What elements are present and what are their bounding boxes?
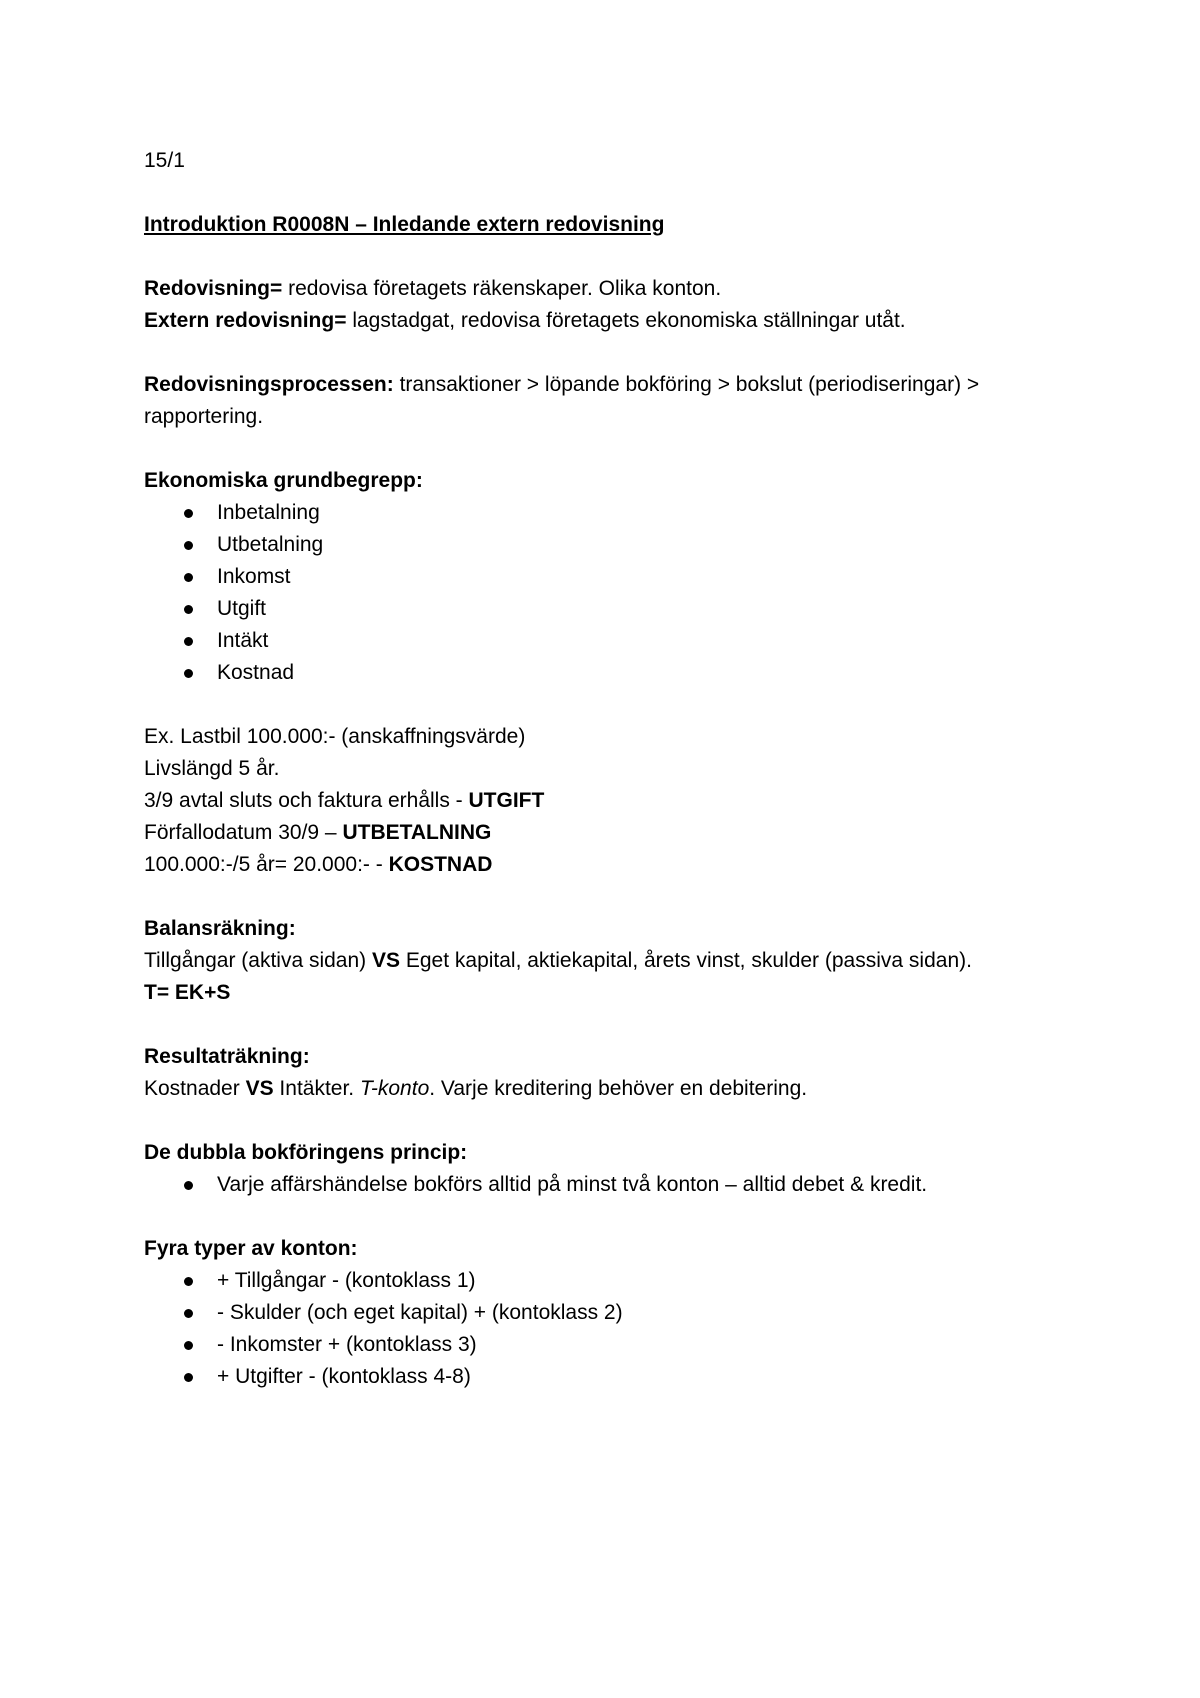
- term-definition: redovisa företagets räkenskaper. Olika konton.: [282, 277, 722, 300]
- balans-text-a: Tillgångar (aktiva sidan): [144, 949, 372, 972]
- balans-text: [144, 945, 1044, 977]
- list-item-text: Utgift: [217, 597, 267, 620]
- example-text: Förfallodatum 30/9 –: [144, 821, 343, 844]
- date-line: 15/1: [144, 149, 185, 172]
- redovisning-definition: [144, 273, 1044, 305]
- example-keyword: UTGIFT: [468, 789, 545, 812]
- list-item-text: + Tillgångar - (kontoklass 1): [217, 1269, 476, 1292]
- list-item: [144, 1329, 1044, 1361]
- example-text: 100.000:-/5 år= 20.000:- -: [144, 853, 389, 876]
- dubbla-heading: De dubbla bokföringens princip:: [144, 1141, 468, 1164]
- vs-label: VS: [372, 949, 401, 972]
- list-item-text: Inbetalning: [217, 501, 320, 524]
- list-item: [144, 1169, 1044, 1201]
- spacer: [144, 881, 1044, 913]
- list-item: [144, 561, 1044, 593]
- bullet-icon: [184, 1373, 193, 1382]
- fyra-list: [144, 1265, 1044, 1393]
- list-item-text: - Skulder (och eget kapital) + (kontoklass 2): [217, 1301, 623, 1324]
- example-text: 3/9 avtal sluts och faktura erhålls -: [144, 789, 469, 812]
- resultat-text: [144, 1073, 1044, 1105]
- t-konto-term: T-konto: [359, 1077, 430, 1100]
- spacer: [144, 433, 1044, 465]
- bullet-icon: [184, 605, 193, 614]
- example-line-4: [144, 817, 1044, 849]
- resultat-heading: Resultaträkning:: [144, 1045, 310, 1068]
- spacer: [144, 1105, 1044, 1137]
- spacer: [144, 689, 1044, 721]
- document-body: [144, 145, 1044, 1393]
- balans-heading: Balansräkning:: [144, 917, 296, 940]
- bullet-icon: [184, 509, 193, 518]
- example-line-3: [144, 785, 1044, 817]
- list-item-text: + Utgifter - (kontoklass 4-8): [217, 1365, 471, 1388]
- term-label: Redovisningsprocessen:: [144, 373, 394, 396]
- balans-formula: T= EK+S: [144, 981, 231, 1004]
- process-line-2: rapportering.: [144, 405, 264, 428]
- resultat-text-c: . Varje kreditering behöver en debitering.: [429, 1077, 808, 1100]
- list-item: [144, 625, 1044, 657]
- vs-label: VS: [245, 1077, 274, 1100]
- list-item-text: - Inkomster + (kontoklass 3): [217, 1333, 477, 1356]
- list-item: [144, 1361, 1044, 1393]
- spacer: [144, 1009, 1044, 1041]
- resultat-text-a: Kostnader: [144, 1077, 246, 1100]
- list-item: [144, 657, 1044, 689]
- example-line-2: Livslängd 5 år.: [144, 757, 280, 780]
- bullet-icon: [184, 1181, 193, 1190]
- bullet-icon: [184, 573, 193, 582]
- dubbla-list: [144, 1169, 1044, 1201]
- spacer: [144, 241, 1044, 273]
- grundbegrepp-heading: Ekonomiska grundbegrepp:: [144, 469, 423, 492]
- spacer: [144, 177, 1044, 209]
- process-steps: transaktioner > löpande bokföring > bokslut (periodiseringar) >: [393, 373, 980, 396]
- bullet-icon: [184, 541, 193, 550]
- term-label: Redovisning=: [144, 277, 283, 300]
- term-definition: lagstadgat, redovisa företagets ekonomiska ställningar utåt.: [346, 309, 906, 332]
- list-item: [144, 529, 1044, 561]
- resultat-text-b: Intäkter.: [273, 1077, 360, 1100]
- bullet-icon: [184, 1341, 193, 1350]
- example-keyword: UTBETALNING: [342, 821, 492, 844]
- example-line-1: Ex. Lastbil 100.000:- (anskaffningsvärde): [144, 725, 526, 748]
- list-item-text: Inkomst: [217, 565, 291, 588]
- bullet-icon: [184, 637, 193, 646]
- example-line-5: [144, 849, 1044, 881]
- document-title: Introduktion R0008N – Inledande extern redovisning: [144, 213, 665, 236]
- list-item: [144, 593, 1044, 625]
- balans-text-b: Eget kapital, aktiekapital, årets vinst, skulder (passiva sidan).: [400, 949, 972, 972]
- list-item-text: Varje affärshändelse bokförs alltid på minst två konton – alltid debet & kredit.: [217, 1173, 928, 1196]
- list-item-text: Intäkt: [217, 629, 269, 652]
- list-item: [144, 1297, 1044, 1329]
- spacer: [144, 1201, 1044, 1233]
- list-item-text: Utbetalning: [217, 533, 324, 556]
- term-label: Extern redovisning=: [144, 309, 347, 332]
- extern-redovisning-definition: [144, 305, 1044, 337]
- fyra-heading: Fyra typer av konton:: [144, 1237, 358, 1260]
- list-item-text: Kostnad: [217, 661, 295, 684]
- grundbegrepp-list: [144, 497, 1044, 689]
- bullet-icon: [184, 1309, 193, 1318]
- bullet-icon: [184, 1277, 193, 1286]
- bullet-icon: [184, 669, 193, 678]
- process-line-1: [144, 369, 1044, 401]
- spacer: [144, 337, 1044, 369]
- list-item: [144, 1265, 1044, 1297]
- list-item: [144, 497, 1044, 529]
- example-keyword: KOSTNAD: [388, 853, 493, 876]
